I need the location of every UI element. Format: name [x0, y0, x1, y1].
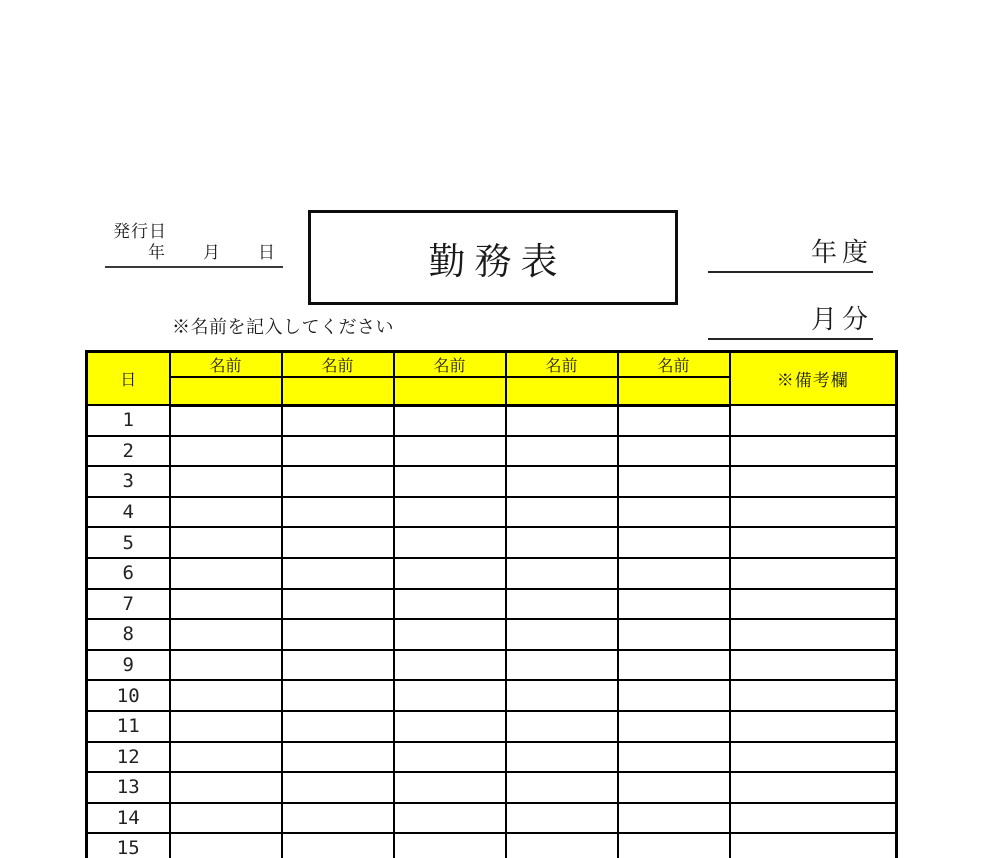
name-column-header: 名前: [506, 352, 618, 378]
remarks-cell[interactable]: [730, 650, 897, 681]
table-row: [87, 405, 897, 436]
issue-date-label: 発行日: [113, 222, 167, 241]
schedule-cell[interactable]: [282, 436, 394, 467]
name-note: ※名前を記入してください: [172, 317, 394, 337]
day-cell: 9: [87, 650, 170, 681]
schedule-cell[interactable]: [618, 589, 730, 620]
schedule-cell[interactable]: [506, 466, 618, 497]
schedule-cell[interactable]: [506, 405, 618, 436]
schedule-cell[interactable]: [506, 803, 618, 834]
schedule-cell[interactable]: [506, 680, 618, 711]
schedule-cell[interactable]: [282, 680, 394, 711]
schedule-cell[interactable]: [170, 619, 282, 650]
year-unit-label: 年: [148, 243, 165, 262]
schedule-cell[interactable]: [618, 405, 730, 436]
remarks-cell[interactable]: [730, 466, 897, 497]
schedule-cell[interactable]: [618, 650, 730, 681]
fiscal-year-label: 年度: [810, 237, 873, 267]
remarks-cell[interactable]: [730, 527, 897, 558]
day-cell: 12: [87, 742, 170, 773]
schedule-cell[interactable]: [394, 772, 506, 803]
remarks-cell[interactable]: [730, 497, 897, 528]
name-column-header: 名前: [170, 352, 282, 378]
day-cell: 1: [87, 405, 170, 436]
remarks-cell[interactable]: [730, 589, 897, 620]
month-field[interactable]: [708, 306, 873, 340]
page-title: 勤務表: [428, 240, 567, 282]
schedule-cell[interactable]: [394, 711, 506, 742]
table-row: [87, 497, 897, 528]
name-input-cell[interactable]: [282, 377, 394, 405]
schedule-cell[interactable]: [394, 589, 506, 620]
table-row: [87, 772, 897, 803]
table-row: [87, 803, 897, 834]
day-cell: 10: [87, 680, 170, 711]
table-row: [87, 558, 897, 589]
day-cell: 7: [87, 589, 170, 620]
month-label: 月分: [810, 304, 873, 334]
schedule-cell[interactable]: [394, 680, 506, 711]
schedule-cell[interactable]: [618, 497, 730, 528]
schedule-cell[interactable]: [506, 772, 618, 803]
schedule-cell[interactable]: [282, 527, 394, 558]
day-cell: 11: [87, 711, 170, 742]
schedule-cell[interactable]: [618, 436, 730, 467]
schedule-table: [85, 350, 898, 858]
schedule-cell[interactable]: [170, 742, 282, 773]
schedule-cell[interactable]: [170, 558, 282, 589]
schedule-cell[interactable]: [170, 527, 282, 558]
issue-date-field[interactable]: [105, 238, 283, 268]
remarks-cell[interactable]: [730, 405, 897, 436]
schedule-cell[interactable]: [394, 497, 506, 528]
schedule-cell[interactable]: [506, 742, 618, 773]
day-cell: 8: [87, 619, 170, 650]
schedule-cell[interactable]: [282, 497, 394, 528]
table-row: [87, 742, 897, 773]
schedule-cell[interactable]: [170, 436, 282, 467]
name-input-cell[interactable]: [394, 377, 506, 405]
remarks-cell[interactable]: [730, 436, 897, 467]
remarks-column-header: ※備考欄: [730, 352, 897, 406]
schedule-cell[interactable]: [618, 527, 730, 558]
schedule-cell[interactable]: [618, 466, 730, 497]
schedule-cell[interactable]: [506, 650, 618, 681]
day-column-header: 日: [87, 352, 170, 406]
schedule-cell[interactable]: [170, 803, 282, 834]
remarks-cell[interactable]: [730, 711, 897, 742]
table-row: [87, 711, 897, 742]
schedule-cell[interactable]: [170, 466, 282, 497]
title-box: [308, 210, 678, 305]
schedule-cell[interactable]: [506, 497, 618, 528]
schedule-cell[interactable]: [618, 558, 730, 589]
table-row: [87, 833, 897, 858]
table-row: [87, 436, 897, 467]
schedule-cell[interactable]: [282, 650, 394, 681]
table-row: [87, 619, 897, 650]
day-cell: 3: [87, 466, 170, 497]
day-cell: 15: [87, 833, 170, 858]
schedule-cell[interactable]: [394, 742, 506, 773]
schedule-cell[interactable]: [506, 589, 618, 620]
schedule-cell[interactable]: [618, 772, 730, 803]
table-row: [87, 527, 897, 558]
schedule-cell[interactable]: [170, 405, 282, 436]
schedule-cell[interactable]: [170, 711, 282, 742]
schedule-cell[interactable]: [394, 650, 506, 681]
name-column-header: 名前: [394, 352, 506, 378]
schedule-cell[interactable]: [170, 650, 282, 681]
schedule-cell[interactable]: [282, 833, 394, 858]
table-row: [87, 680, 897, 711]
schedule-cell[interactable]: [282, 405, 394, 436]
remarks-cell[interactable]: [730, 803, 897, 834]
schedule-cell[interactable]: [394, 466, 506, 497]
remarks-cell[interactable]: [730, 742, 897, 773]
schedule-cell[interactable]: [282, 619, 394, 650]
name-column-header: 名前: [618, 352, 730, 378]
remarks-cell[interactable]: [730, 833, 897, 858]
remarks-cell[interactable]: [730, 772, 897, 803]
schedule-cell[interactable]: [170, 680, 282, 711]
schedule-cell[interactable]: [506, 833, 618, 858]
name-column-header: 名前: [282, 352, 394, 378]
remarks-cell[interactable]: [730, 680, 897, 711]
day-cell: 5: [87, 527, 170, 558]
schedule-cell[interactable]: [394, 803, 506, 834]
day-cell: 14: [87, 803, 170, 834]
schedule-cell[interactable]: [170, 589, 282, 620]
day-unit-label: 日: [258, 243, 275, 262]
schedule-cell[interactable]: [282, 711, 394, 742]
schedule-cell[interactable]: [282, 772, 394, 803]
remarks-cell[interactable]: [730, 619, 897, 650]
schedule-cell[interactable]: [394, 833, 506, 858]
table-row: [87, 466, 897, 497]
schedule-cell[interactable]: [282, 742, 394, 773]
name-input-cell[interactable]: [170, 377, 282, 405]
schedule-cell[interactable]: [506, 619, 618, 650]
schedule-cell[interactable]: [170, 772, 282, 803]
schedule-cell[interactable]: [394, 436, 506, 467]
schedule-cell[interactable]: [282, 589, 394, 620]
schedule-cell[interactable]: [618, 742, 730, 773]
schedule-cell[interactable]: [170, 833, 282, 858]
schedule-cell[interactable]: [394, 619, 506, 650]
schedule-cell[interactable]: [618, 619, 730, 650]
schedule-cell[interactable]: [394, 405, 506, 436]
fiscal-year-field[interactable]: [708, 239, 873, 273]
day-cell: 2: [87, 436, 170, 467]
day-cell: 6: [87, 558, 170, 589]
table-row: [87, 589, 897, 620]
schedule-cell[interactable]: [282, 803, 394, 834]
remarks-cell[interactable]: [730, 558, 897, 589]
schedule-cell[interactable]: [282, 558, 394, 589]
header-row-labels: [87, 352, 897, 378]
schedule-cell[interactable]: [506, 527, 618, 558]
name-input-cell[interactable]: [618, 377, 730, 405]
schedule-cell[interactable]: [506, 711, 618, 742]
month-unit-label: 月: [203, 243, 220, 262]
name-input-cell[interactable]: [506, 377, 618, 405]
schedule-cell[interactable]: [618, 711, 730, 742]
day-cell: 4: [87, 497, 170, 528]
day-cell: 13: [87, 772, 170, 803]
schedule-cell[interactable]: [618, 833, 730, 858]
schedule-cell[interactable]: [394, 527, 506, 558]
schedule-cell[interactable]: [170, 497, 282, 528]
table-row: [87, 650, 897, 681]
schedule-cell[interactable]: [506, 558, 618, 589]
schedule-cell[interactable]: [618, 680, 730, 711]
schedule-cell[interactable]: [394, 558, 506, 589]
schedule-cell[interactable]: [506, 436, 618, 467]
schedule-cell[interactable]: [618, 803, 730, 834]
schedule-cell[interactable]: [282, 466, 394, 497]
